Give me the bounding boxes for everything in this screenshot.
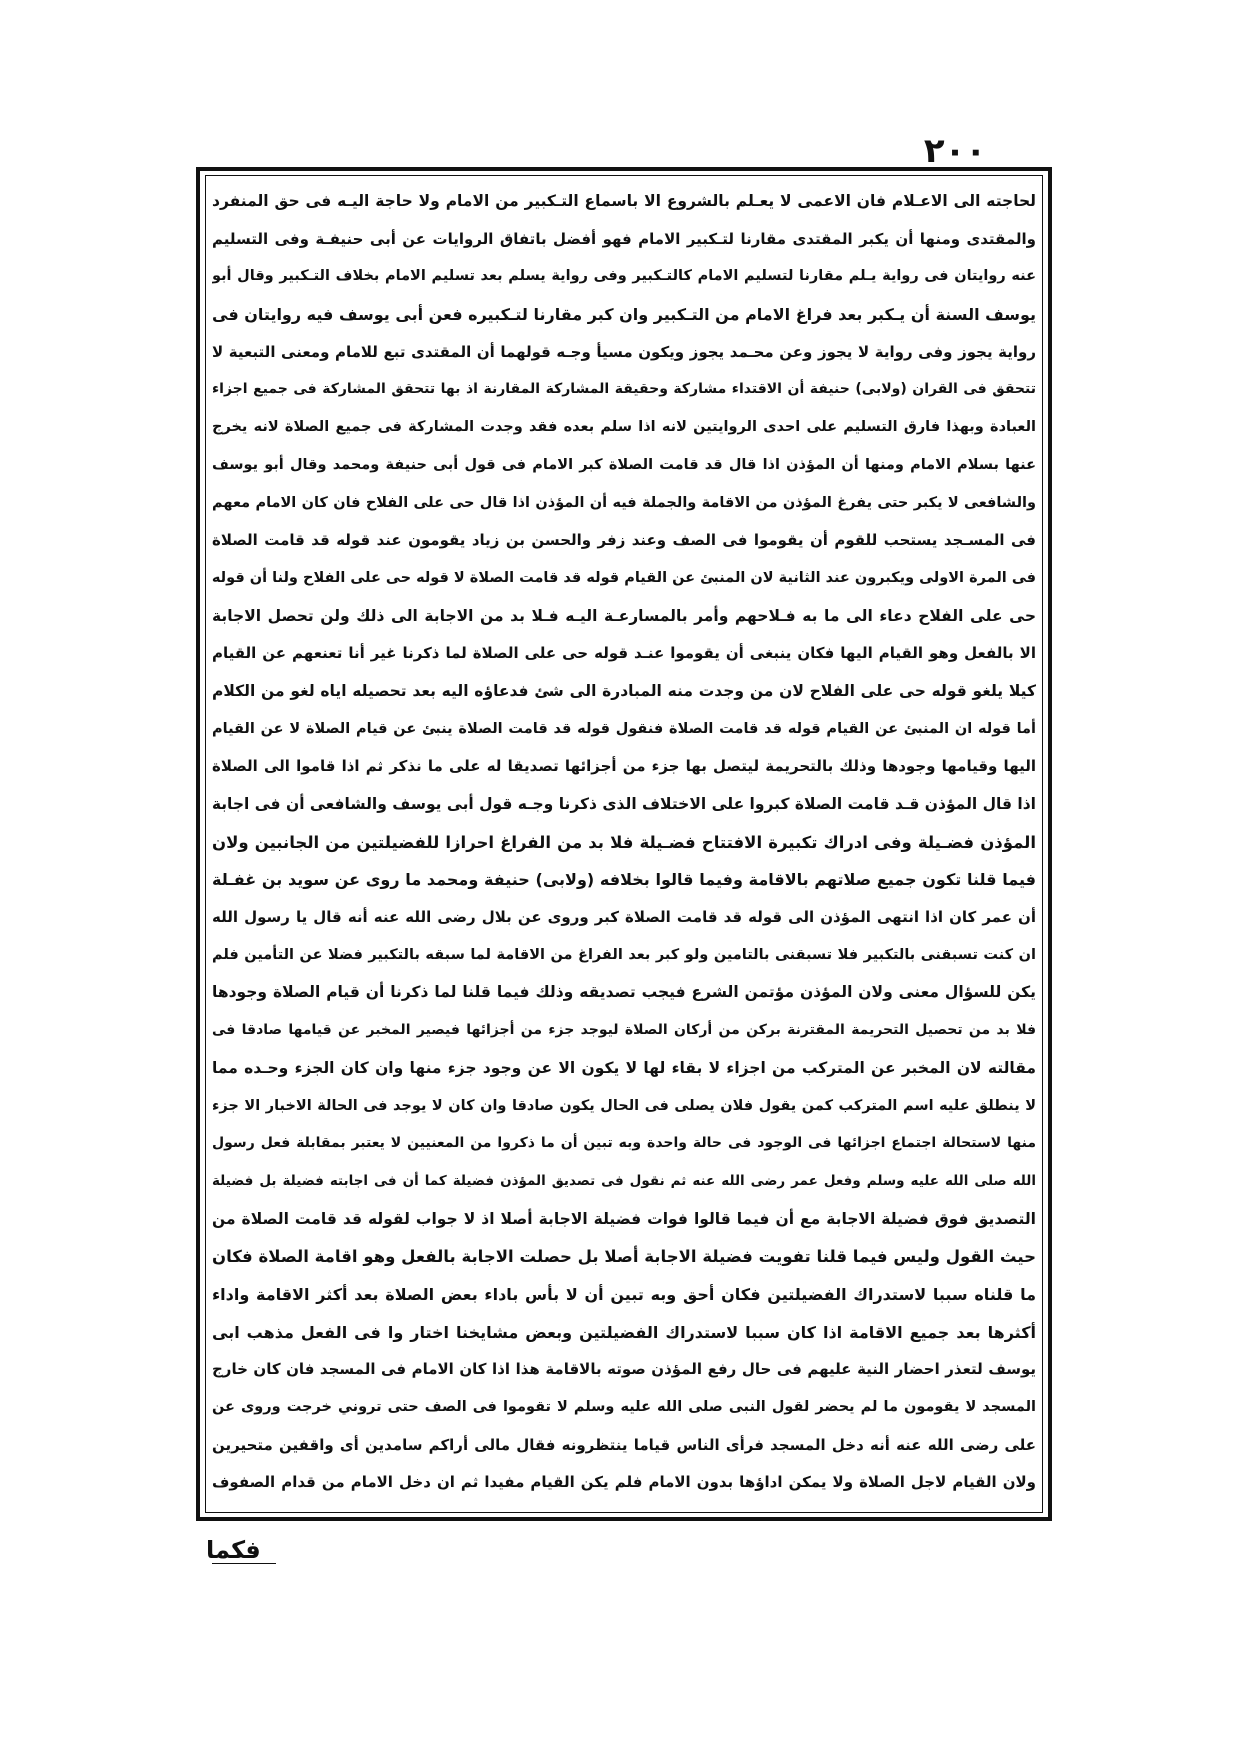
- text-line: اليها وقيامها وجودها وذلك بالتحريمة ليتصل بها جزء من أجزائها تصديقا له على ما نذكر ثم اذا قاموا الى الصلاة: [212, 757, 1036, 776]
- text-line: والمقتدى ومنها أن يكبر المقتدى مقارنا لتـكبير الامام فهو أفضل باتفاق الروايات عن أبى حنيفـة وفى التسليم: [212, 229, 1036, 248]
- text-line: ان كنت تسبقنى بالتكبير فلا تسبقنى بالتامين ولو كبر بعد الفراغ من الاقامة لما سبقه بالتكبير فضلا عن التأمين فلم: [212, 946, 1036, 963]
- text-line: يوسف لتعذر احضار النية عليهم فى حال رفع المؤذن صوته بالاقامة هذا اذا كان الامام فى المسجد فان كان خارج: [212, 1360, 1036, 1379]
- text-line: يكن للسؤال معنى ولان المؤذن مؤتمن الشرع فيجب تصديقه وذلك فيما قلنا لما ذكرنا أن قيام الصلاة وجودها: [212, 983, 1036, 1002]
- text-line: والشافعى لا يكبر حتى يفرغ المؤذن من الاقامة والجملة فيه أن المؤذن اذا قال حى على الفلاح فان كان الامام معهم: [212, 494, 1036, 511]
- text-line: فيما قلنا تكون جميع صلاتهم بالاقامة وفيما قالوا بخلافه (ولابى) حنيفة ومحمد ما روى عن سويد بن غفـلة: [212, 870, 1036, 890]
- text-line: تتحقق فى القران (ولابى) حنيفة أن الاقتداء مشاركة وحقيقة المشاركة المقارنة اذ بها تتحقق المشاركة فى جميع اجزاء: [212, 381, 1036, 398]
- text-line: العبادة وبهذا فارق التسليم على احدى الروايتين لانه اذا سلم بعده فقد وجدت المشاركة فى جميع الصلاة لانه يخرج: [212, 419, 1036, 436]
- text-line: عنها بسلام الامام ومنها أن المؤذن اذا قال قد قامت الصلاة كبر الامام فى قول أبى حنيفة ومحمد وقال أبو يوسف: [212, 456, 1036, 473]
- text-line: على رضى الله عنه أنه دخل المسجد فرأى الناس قياما ينتظرونه فقال مالى أراكم سامدين أى واقفين متحيرين: [212, 1435, 1036, 1454]
- text-line: ولان القيام لاجل الصلاة ولا يمكن اداؤها بدون الامام فلم يكن القيام مفيدا ثم ان دخل الامام من قدام الصفوف: [212, 1473, 1036, 1492]
- text-line: المسجد لا يقومون ما لم يحضر لقول النبى صلى الله عليه وسلم لا تقوموا فى الصف حتى تروني خرجت وروى عن: [212, 1399, 1036, 1415]
- text-line: كيلا يلغو قوله حى على الفلاح لان من وجدت منه المبادرة الى شئ فدعاؤه اليه بعد تحصيله اياه لغو من الكلام: [212, 681, 1036, 700]
- text-line: حى على الفلاح دعاء الى ما به فـلاحهم وأمر بالمسارعـة اليـه فـلا بد من الاجابة الى ذلك ولن تحصل الاجابة: [212, 606, 1036, 625]
- text-line: التصديق فوق فضيلة الاجابة مع أن فيما قالوا فوات فضيلة الاجابة أصلا اذ لا جواب لقوله قد قامت الصلاة من: [212, 1209, 1036, 1228]
- text-line: فى المرة الاولى ويكبرون عند الثانية لان المنبئ عن القيام قوله قد قامت الصلاة لا قوله حى على الفلاح ولنا أن قوله: [212, 569, 1036, 586]
- text-line: اذا قال المؤذن قـد قامت الصلاة كبروا على الاختلاف الذى ذكرنا وجـه قول أبى يوسف والشافعى أن فى اجابة: [212, 795, 1036, 813]
- catchword-underline: [212, 1563, 276, 1564]
- body-text: [212, 183, 1036, 1505]
- text-line: الا بالفعل وهو القيام اليها فكان ينبغى أن يقوموا عنـد قوله حى على الصلاة لما ذكرنا غير أنا تعنعهم عن القيام: [212, 644, 1036, 663]
- text-line: منها لاستحالة اجتماع اجزائها فى الوجود فى حالة واحدة وبه تبين أن ما ذكروا من المعنيين لا يعتبر بمقابلة فعل رسول: [212, 1135, 1036, 1152]
- text-line: رواية يجوز وفى رواية لا يجوز وعن محـمد يجوز ويكون مسيأ وجـه قولهما أن المقتدى تبع للامام ومعنى التبعية لا: [212, 342, 1036, 361]
- text-line: أن عمر كان اذا انتهى المؤذن الى قوله قد قامت الصلاة كبر وروى عن بلال رضى الله عنه أنه قال يا رسول الله: [212, 908, 1036, 927]
- text-line: المؤذن فضـيلة وفى ادراك تكبيرة الافتتاح فضـيلة فلا بد من الفراغ احرازا للفضيلتين من الجانبين ولان: [212, 832, 1036, 852]
- text-line: أما قوله ان المنبئ عن القيام قوله قد قامت الصلاة فنقول قوله قد قامت الصلاة ينبئ عن قيام الصلاة لا عن القيام: [212, 720, 1036, 737]
- text-line: عنه روايتان فى رواية يـلم مقارنا لتسليم الامام كالتـكبير وفى رواية يسلم بعد تسليم الامام بخلاف التـكبير وقال أبو: [212, 268, 1036, 285]
- text-line: أكثرها بعد جميع الاقامة اذا كان سببا لاستدراك الفضيلتين وبعض مشايخنا اختار وا فى الفعل مذهب ابى: [212, 1322, 1036, 1342]
- page-number: ٢٠٠: [923, 131, 987, 171]
- text-line: مقالته لان المخبر عن المتركب من اجزاء لا بقاء لها لا يكون الا عن وجود جزء منها وان كان الجزء وحـده مما: [212, 1058, 1036, 1077]
- text-line: الله صلى الله عليه وسلم وفعل عمر رضى الله عنه ثم نقول فى تصديق المؤذن فضيلة كما أن فى اجابته فضيلة بل فضيلة: [212, 1172, 1036, 1189]
- catchword: فكما: [206, 1536, 261, 1564]
- text-line: يوسف السنة أن يـكبر بعد فراغ الامام من التـكبير وان كبر مقارنا لتـكبيره فعن أبى يوسف فيه روايتان فى: [212, 305, 1036, 325]
- text-line: حيث القول وليس فيما قلنا تفويت فضيلة الاجابة أصلا بل حصلت الاجابة بالفعل وهو اقامة الصلاة فكان: [212, 1247, 1036, 1267]
- text-line: لحاجته الى الاعـلام فان الاعمى لا يعـلم بالشروع الا باسماع التـكبير من الامام ولا حاجة اليـه فى حق المنفرد: [212, 192, 1036, 210]
- text-line: فلا بد من تحصيل التحريمة المقترنة بركن من أركان الصلاة ليوجد جزء من أجزائها فيصير المخبر عن قيامها صادقا فى: [212, 1022, 1036, 1039]
- text-line: فى المسـجد يستحب للقوم أن يقوموا فى الصف وعند زفر والحسن بن زياد يقومون عند قوله قد قامت الصلاة: [212, 531, 1036, 550]
- text-line: لا ينطلق عليه اسم المتركب كمن يقول فلان يصلى فى الحال يكون صادقا وان كان لا يوجد فى الحالة الاخبار الا جزء: [212, 1097, 1036, 1114]
- text-line: ما قلناه سببا لاستدراك الفضيلتين فكان أحق وبه تبين أن لا بأس باداء بعض الصلاة بعد أكثر الاقامة واداء: [212, 1284, 1036, 1304]
